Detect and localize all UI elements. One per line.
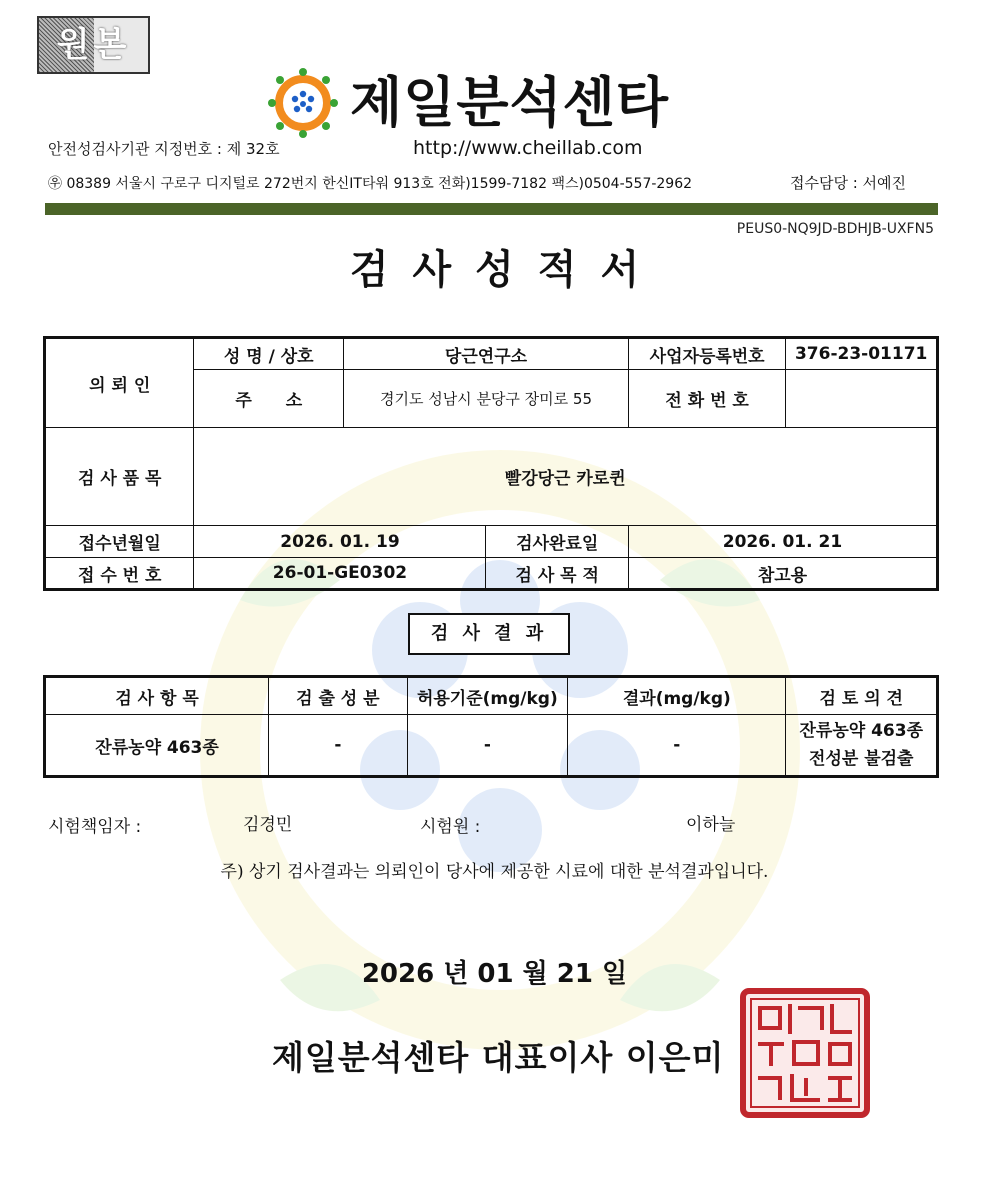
biz-no-label: 사업자등록번호 — [628, 338, 785, 370]
header-divider — [45, 203, 938, 215]
client-label: 의 뢰 인 — [45, 338, 194, 428]
company-seal — [740, 988, 870, 1118]
results-header-limit: 허용기준(mg/kg) — [407, 677, 568, 715]
client-address-label: 주 소 — [194, 370, 344, 428]
result-opinion-line1: 잔류농약 463종 — [799, 721, 923, 741]
company-logo-icon — [268, 68, 338, 138]
results-header-component: 검 출 성 분 — [269, 677, 407, 715]
client-name-label: 성 명 / 상호 — [194, 338, 344, 370]
results-header-opinion: 검 토 의 견 — [786, 677, 938, 715]
purpose-label: 검 사 목 적 — [486, 558, 628, 590]
receipt-date: 2026. 01. 19 — [194, 526, 486, 558]
phone-value — [786, 370, 938, 428]
result-item: 잔류농약 463종 — [45, 715, 269, 777]
complete-date: 2026. 01. 21 — [628, 526, 937, 558]
biz-no: 376-23-01171 — [786, 338, 938, 370]
original-stamp — [37, 16, 150, 74]
chief-label: 시험책임자 : — [48, 817, 142, 837]
company-address: ㉾ 08389 서울시 구로구 디지털로 272번지 한신IT타워 913호 전화)1599-7182 팩스)0504-557-2962 — [48, 176, 693, 192]
designation-number: 안전성검사기관 지정번호 : 제 32호 — [48, 140, 280, 158]
company-logo-text: 제일분석센타 — [350, 71, 669, 134]
page-title: 검사성적서 — [349, 247, 664, 293]
receipt-no-label: 접 수 번 호 — [45, 558, 194, 590]
receiver-name: 접수담당 : 서예진 — [790, 174, 907, 192]
ceo-signature-line: 제일분석센타 대표이사 이은미 — [272, 1038, 725, 1077]
phone-label: 전 화 번 호 — [628, 370, 785, 428]
results-heading: 검 사 결 과 — [408, 613, 570, 655]
complete-date-label: 검사완료일 — [486, 526, 628, 558]
client-name: 당근연구소 — [344, 338, 629, 370]
chief-name: 김경민 — [243, 815, 293, 835]
document-code: PEUS0-NQ9JD-BDHJB-UXFN5 — [736, 221, 934, 237]
tester-name: 이하늘 — [686, 815, 736, 835]
company-url: http://www.cheillab.com — [413, 137, 643, 159]
purpose-value: 참고용 — [628, 558, 937, 590]
client-address: 경기도 성남시 분당구 장미로 55 — [344, 370, 629, 428]
client-info-table — [43, 336, 939, 591]
issue-date: 2026 년 01 월 21 일 — [361, 959, 628, 989]
original-stamp-text: 원본 — [56, 25, 131, 65]
item-value: 빨강당근 카로퀸 — [194, 428, 938, 526]
disclaimer-note: 주) 상기 검사결과는 의뢰인이 당사에 제공한 시료에 대한 분석결과입니다. — [220, 862, 769, 882]
result-opinion — [786, 715, 938, 777]
result-component: - — [269, 715, 407, 777]
result-opinion-line2: 전성분 불검출 — [809, 749, 914, 769]
results-header-item: 검 사 항 목 — [45, 677, 269, 715]
tester-label: 시험원 : — [420, 817, 481, 837]
results-header-result: 결과(mg/kg) — [568, 677, 786, 715]
results-table — [43, 675, 939, 778]
item-label: 검 사 품 목 — [45, 428, 194, 526]
result-limit: - — [407, 715, 568, 777]
receipt-date-label: 접수년월일 — [45, 526, 194, 558]
receipt-no: 26-01-GE0302 — [194, 558, 486, 590]
result-value: - — [568, 715, 786, 777]
